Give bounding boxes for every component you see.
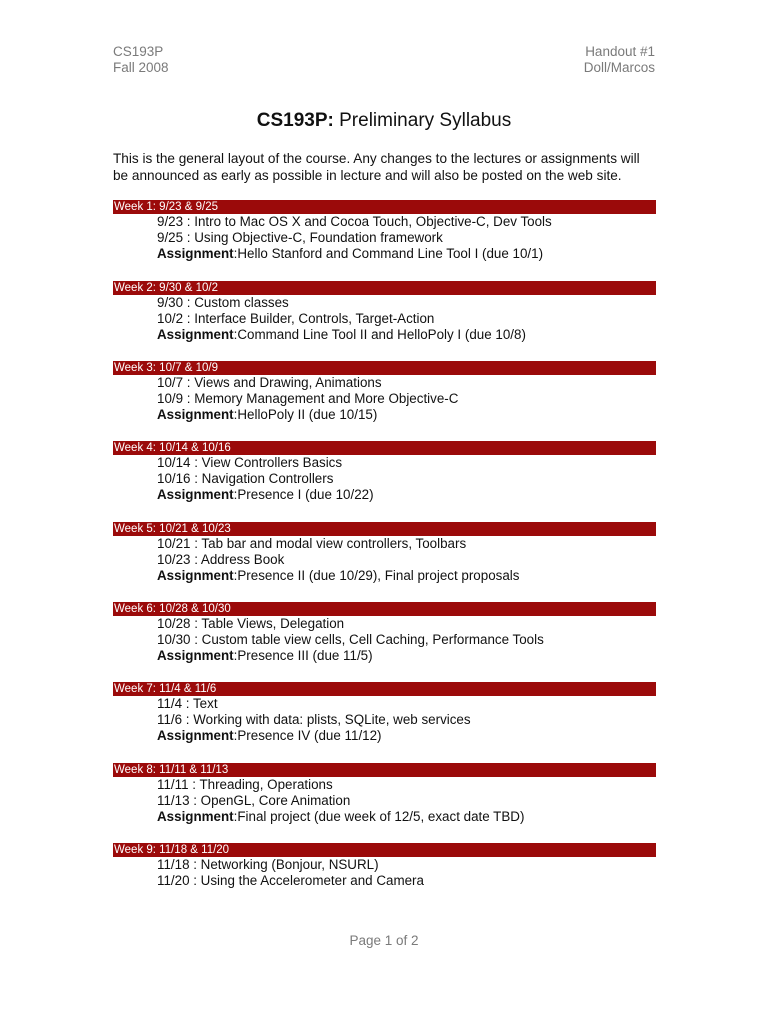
assignment-label: Assignment	[157, 487, 234, 503]
week-section	[113, 361, 656, 424]
lecture-line: 10/16 : Navigation Controllers	[157, 471, 334, 487]
assignment-text: :Presence IV (due 11/12)	[233, 728, 382, 744]
header-right	[584, 44, 655, 76]
week-header-bar: Week 6: 10/28 & 10/30	[113, 602, 656, 616]
week-header-bar: Week 3: 10/7 & 10/9	[113, 361, 656, 375]
term: Fall 2008	[113, 60, 169, 75]
assignment-label: Assignment	[157, 407, 234, 423]
lecture-line: 10/9 : Memory Management and More Objective-C	[157, 391, 459, 407]
lecture-line: 9/25 : Using Objective-C, Foundation framework	[157, 230, 443, 246]
title-course: CS193P:	[256, 110, 334, 131]
lecture-line: 11/20 : Using the Accelerometer and Camera	[157, 873, 424, 889]
week-header-bar: Week 7: 11/4 & 11/6	[113, 682, 656, 696]
week-header-bar: Week 1: 9/23 & 9/25	[113, 200, 656, 214]
week-header-bar: Week 2: 9/30 & 10/2	[113, 281, 656, 295]
lecture-line: 10/14 : View Controllers Basics	[157, 455, 343, 470]
authors: Doll/Marcos	[583, 60, 655, 75]
lecture-line: 9/30 : Custom classes	[157, 295, 289, 310]
week-header-bar: Week 5: 10/21 & 10/23	[113, 522, 656, 536]
handout-number: Handout #1	[585, 44, 655, 59]
assignment-label: Assignment	[157, 648, 234, 664]
assignment-line	[113, 327, 656, 343]
lecture-line: 10/21 : Tab bar and modal view controllers, Toolbars	[157, 536, 467, 551]
assignment-text: :Presence I (due 10/22)	[233, 487, 374, 503]
week-header-bar: Week 4: 10/14 & 10/16	[113, 441, 656, 455]
assignment-text: :Final project (due week of 12/5, exact date TBD)	[233, 809, 525, 825]
lecture-line: 10/30 : Custom table view cells, Cell Caching, Performance Tools	[157, 632, 544, 648]
assignment-label: Assignment	[157, 327, 234, 343]
assignment-text: :Presence III (due 11/5)	[233, 648, 373, 664]
assignment-line	[113, 487, 656, 503]
lecture-line: 10/2 : Interface Builder, Controls, Target-Action	[157, 311, 435, 327]
assignment-label: Assignment	[157, 568, 234, 584]
lecture-line: 11/18 : Networking (Bonjour, NSURL)	[157, 857, 379, 872]
assignment-text: :Command Line Tool II and HelloPoly I (due 10/8)	[233, 327, 526, 343]
title-text: Preliminary Syllabus	[339, 110, 512, 131]
lecture-line: 11/6 : Working with data: plists, SQLite, web services	[157, 712, 471, 728]
assignment-text: :Hello Stanford and Command Line Tool I (due 10/1)	[233, 246, 544, 262]
lecture-line: 11/4 : Text	[157, 696, 218, 711]
lecture-line: 11/11 : Threading, Operations	[157, 777, 333, 792]
course-code: CS193P	[113, 44, 164, 59]
week-section	[113, 763, 656, 826]
assignment-text: :HelloPoly II (due 10/15)	[233, 407, 378, 423]
assignment-text: :Presence II (due 10/29), Final project proposals	[233, 568, 520, 584]
assignment-line	[113, 407, 656, 423]
lecture-line: 10/23 : Address Book	[157, 552, 285, 568]
week-section	[113, 843, 656, 889]
assignment-line	[113, 568, 656, 584]
week-header-bar: Week 8: 11/11 & 11/13	[113, 763, 656, 777]
page-title	[0, 110, 768, 132]
assignment-label: Assignment	[157, 809, 234, 825]
week-section	[113, 200, 656, 263]
page-number: Page 1 of 2	[349, 933, 419, 948]
intro-paragraph: This is the general layout of the course. Any changes to the lectures or assignments will be announced as early as possible in lecture and will also be posted on the web site.	[113, 151, 640, 183]
lecture-line: 10/28 : Table Views, Delegation	[157, 616, 345, 631]
assignment-line	[113, 728, 656, 744]
week-section	[113, 441, 656, 504]
week-section	[113, 682, 656, 745]
assignment-line	[113, 648, 656, 664]
week-section	[113, 522, 656, 585]
assignment-label: Assignment	[157, 246, 234, 262]
header-left	[113, 44, 169, 76]
lecture-line: 9/23 : Intro to Mac OS X and Cocoa Touch, Objective-C, Dev Tools	[157, 214, 552, 229]
assignment-label: Assignment	[157, 728, 234, 744]
lecture-line: 11/13 : OpenGL, Core Animation	[157, 793, 351, 809]
assignment-line	[113, 809, 656, 825]
week-section	[113, 602, 656, 665]
week-section	[113, 281, 656, 344]
week-header-bar: Week 9: 11/18 & 11/20	[113, 843, 656, 857]
lecture-line: 10/7 : Views and Drawing, Animations	[157, 375, 382, 390]
assignment-line	[113, 246, 656, 262]
